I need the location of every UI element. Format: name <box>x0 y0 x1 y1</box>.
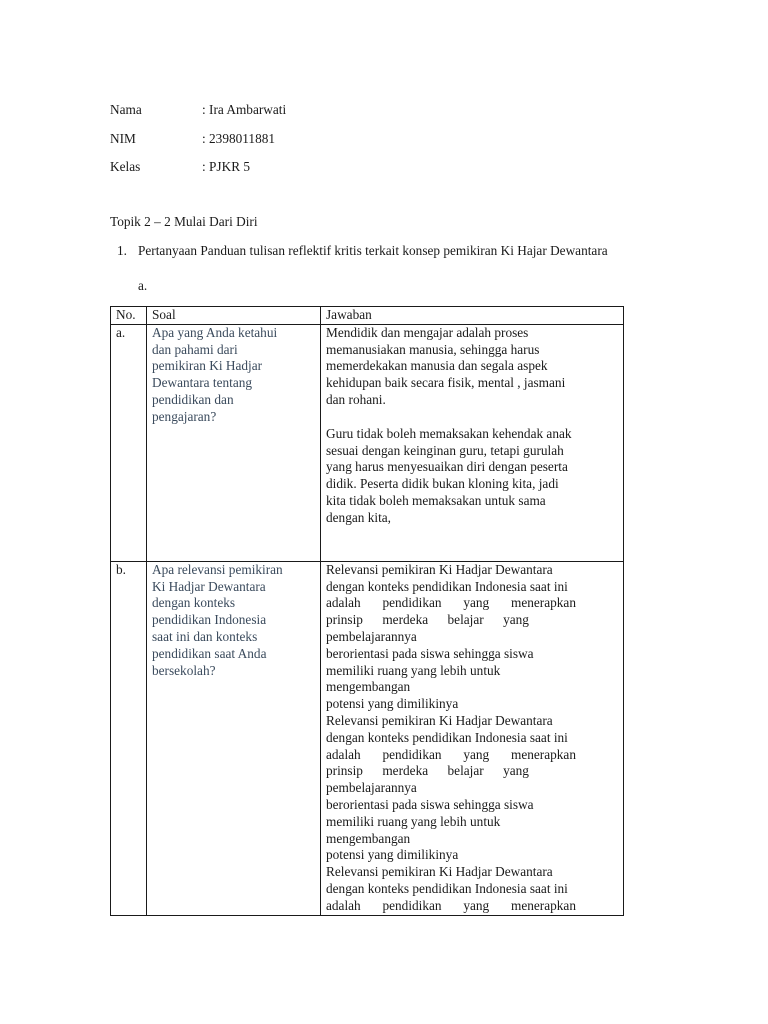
jawaban-line: dan rohani. <box>326 391 386 407</box>
word: pendidikan <box>382 595 442 611</box>
jawaban-line: kehidupan baik secara fisik, mental , jasmani <box>326 375 566 391</box>
jawaban-line: mengembangan <box>326 679 411 695</box>
jawaban-line: memiliki ruang yang lebih untuk <box>326 662 501 678</box>
soal-line: pendidikan Indonesia <box>152 612 267 628</box>
soal-line: dan pahami dari <box>152 341 238 357</box>
question-text: Pertanyaan Panduan tulisan reflektif kritis terkait konsep pemikiran Ki Hajar Dewantara <box>138 243 608 258</box>
soal-line: Apa yang Anda ketahui <box>152 324 278 340</box>
jawaban-line: memiliki ruang yang lebih untuk <box>326 813 501 829</box>
word: pendidikan <box>382 746 442 762</box>
word: belajar <box>447 763 484 779</box>
info-label: NIM <box>110 131 136 146</box>
soal-line: Dewantara tentang <box>152 375 253 391</box>
soal-line: pendidikan dan <box>152 391 234 407</box>
jawaban-line: Relevansi pemikiran Ki Hadjar Dewantara <box>326 561 553 577</box>
jawaban-line: potensi yang dimilikinya <box>326 696 459 712</box>
info-value: : PJKR 5 <box>202 159 251 174</box>
qa-table <box>110 306 624 916</box>
jawaban-line: Relevansi pemikiran Ki Hadjar Dewantara <box>326 712 553 728</box>
jawaban-line: dengan kita, <box>326 509 391 525</box>
jawaban-line: memerdekakan manusia dan segala aspek <box>326 358 548 374</box>
jawaban-line: dengan konteks pendidikan Indonesia saat ini <box>326 880 568 896</box>
jawaban-line: berorientasi pada siswa sehingga siswa <box>326 645 534 661</box>
jawaban-line-justified <box>326 898 576 915</box>
question-sub-label: a. <box>138 278 148 293</box>
jawaban-line-justified <box>326 747 576 764</box>
jawaban-line: pembelajarannya <box>326 780 417 796</box>
jawaban-line: memanusiakan manusia, sehingga harus <box>326 341 540 357</box>
question-number: 1. <box>117 243 127 258</box>
jawaban-line: dengan konteks pendidikan Indonesia saat ini <box>326 578 568 594</box>
jawaban-line-justified <box>326 763 529 780</box>
header-soal: Soal <box>147 307 321 325</box>
soal-line: pengajaran? <box>152 408 217 424</box>
soal-line: bersekolah? <box>152 662 216 678</box>
word: belajar <box>447 612 484 628</box>
jawaban-line-justified <box>326 595 576 612</box>
word: menerapkan <box>511 595 576 611</box>
jawaban-line: yang harus menyesuaikan diri dengan peserta <box>326 459 568 475</box>
word: yang <box>463 897 490 913</box>
jawaban-line-justified <box>326 612 529 629</box>
soal-line: pendidikan saat Anda <box>152 645 267 661</box>
jawaban-line: potensi yang dimilikinya <box>326 847 459 863</box>
soal-line: dengan konteks <box>152 595 236 611</box>
word: yang <box>503 763 529 779</box>
jawaban-line: didik. Peserta didik bukan kloning kita, jadi <box>326 476 559 492</box>
soal-cell <box>147 324 321 561</box>
info-label: Nama <box>110 102 142 117</box>
word: yang <box>503 612 529 628</box>
soal-line: Apa relevansi pemikiran <box>152 561 283 577</box>
header-jawaban: Jawaban <box>321 307 624 325</box>
jawaban-line: dengan konteks pendidikan Indonesia saat ini <box>326 729 568 745</box>
info-value: : Ira Ambarwati <box>202 102 287 117</box>
word: adalah <box>326 746 361 762</box>
row-number: b. <box>111 561 147 915</box>
word: menerapkan <box>511 746 576 762</box>
jawaban-line: sesuai dengan keinginan guru, tetapi gurulah <box>326 442 564 458</box>
jawaban-line: pembelajarannya <box>326 628 417 644</box>
word: pendidikan <box>382 897 442 913</box>
word: prinsip <box>326 612 363 628</box>
row-number: a. <box>111 324 147 561</box>
jawaban-cell <box>321 324 624 561</box>
jawaban-line: Relevansi pemikiran Ki Hadjar Dewantara <box>326 864 553 880</box>
jawaban-line: Guru tidak boleh memaksakan kehendak anak <box>326 425 572 441</box>
soal-cell <box>147 561 321 915</box>
table-header-row <box>111 307 624 325</box>
jawaban-line: kita tidak boleh memaksakan untuk sama <box>326 492 546 508</box>
soal-line: saat ini dan konteks <box>152 628 258 644</box>
table-row <box>111 561 624 915</box>
word: yang <box>463 746 490 762</box>
word: merdeka <box>382 612 429 628</box>
soal-line: pemikiran Ki Hadjar <box>152 358 263 374</box>
topic-heading: Topik 2 – 2 Mulai Dari Diri <box>110 214 258 229</box>
word: adalah <box>326 595 361 611</box>
word: adalah <box>326 897 361 913</box>
soal-line: Ki Hadjar Dewantara <box>152 578 266 594</box>
jawaban-cell <box>321 561 624 915</box>
word: prinsip <box>326 763 363 779</box>
jawaban-line: Mendidik dan mengajar adalah proses <box>326 324 529 340</box>
jawaban-line: berorientasi pada siswa sehingga siswa <box>326 796 534 812</box>
word: yang <box>463 595 490 611</box>
info-label: Kelas <box>110 159 141 174</box>
paragraph-gap <box>326 409 619 426</box>
header-no: No. <box>111 307 147 325</box>
word: menerapkan <box>511 897 576 913</box>
word: merdeka <box>382 763 429 779</box>
table-row <box>111 324 624 561</box>
info-value: : 2398011881 <box>202 131 276 146</box>
jawaban-line: mengembangan <box>326 830 411 846</box>
